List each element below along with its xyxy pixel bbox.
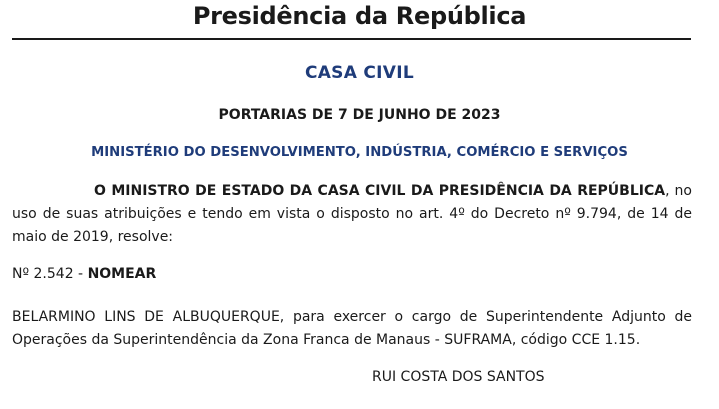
appointment-paragraph: BELARMINO LINS DE ALBUQUERQUE, para exercer o cargo de Superintendente Adjunto de Operações da Superintendência da Zona Franca de Manaus - SUFRAMA, código CCE 1.15. xyxy=(12,309,692,348)
act-action: NOMEAR xyxy=(87,266,157,282)
preamble-text: , no uso de suas atribuições e tendo em vista o disposto no art. 4º do Decreto nº 9.794, de 14 de maio de 2019, resolve: xyxy=(12,183,692,245)
preamble-paragraph xyxy=(12,180,692,249)
preamble-authority: O MINISTRO DE ESTADO DA CASA CIVIL DA PRESIDÊNCIA DA REPÚBLICA xyxy=(94,183,666,199)
act-title: PORTARIAS DE 7 DE JUNHO DE 2023 xyxy=(218,107,501,123)
header-divider xyxy=(12,38,691,40)
signatory-name: RUI COSTA DOS SANTOS xyxy=(372,369,545,385)
ministry-title: MINISTÉRIO DO DESENVOLVIMENTO, INDÚSTRIA, COMÉRCIO E SERVIÇOS xyxy=(91,145,628,160)
act-number: Nº 2.542 - xyxy=(12,266,88,282)
page-header-title: Presidência da República xyxy=(192,2,527,30)
act-number-line xyxy=(12,263,692,286)
organ-title: CASA CIVIL xyxy=(304,63,415,83)
